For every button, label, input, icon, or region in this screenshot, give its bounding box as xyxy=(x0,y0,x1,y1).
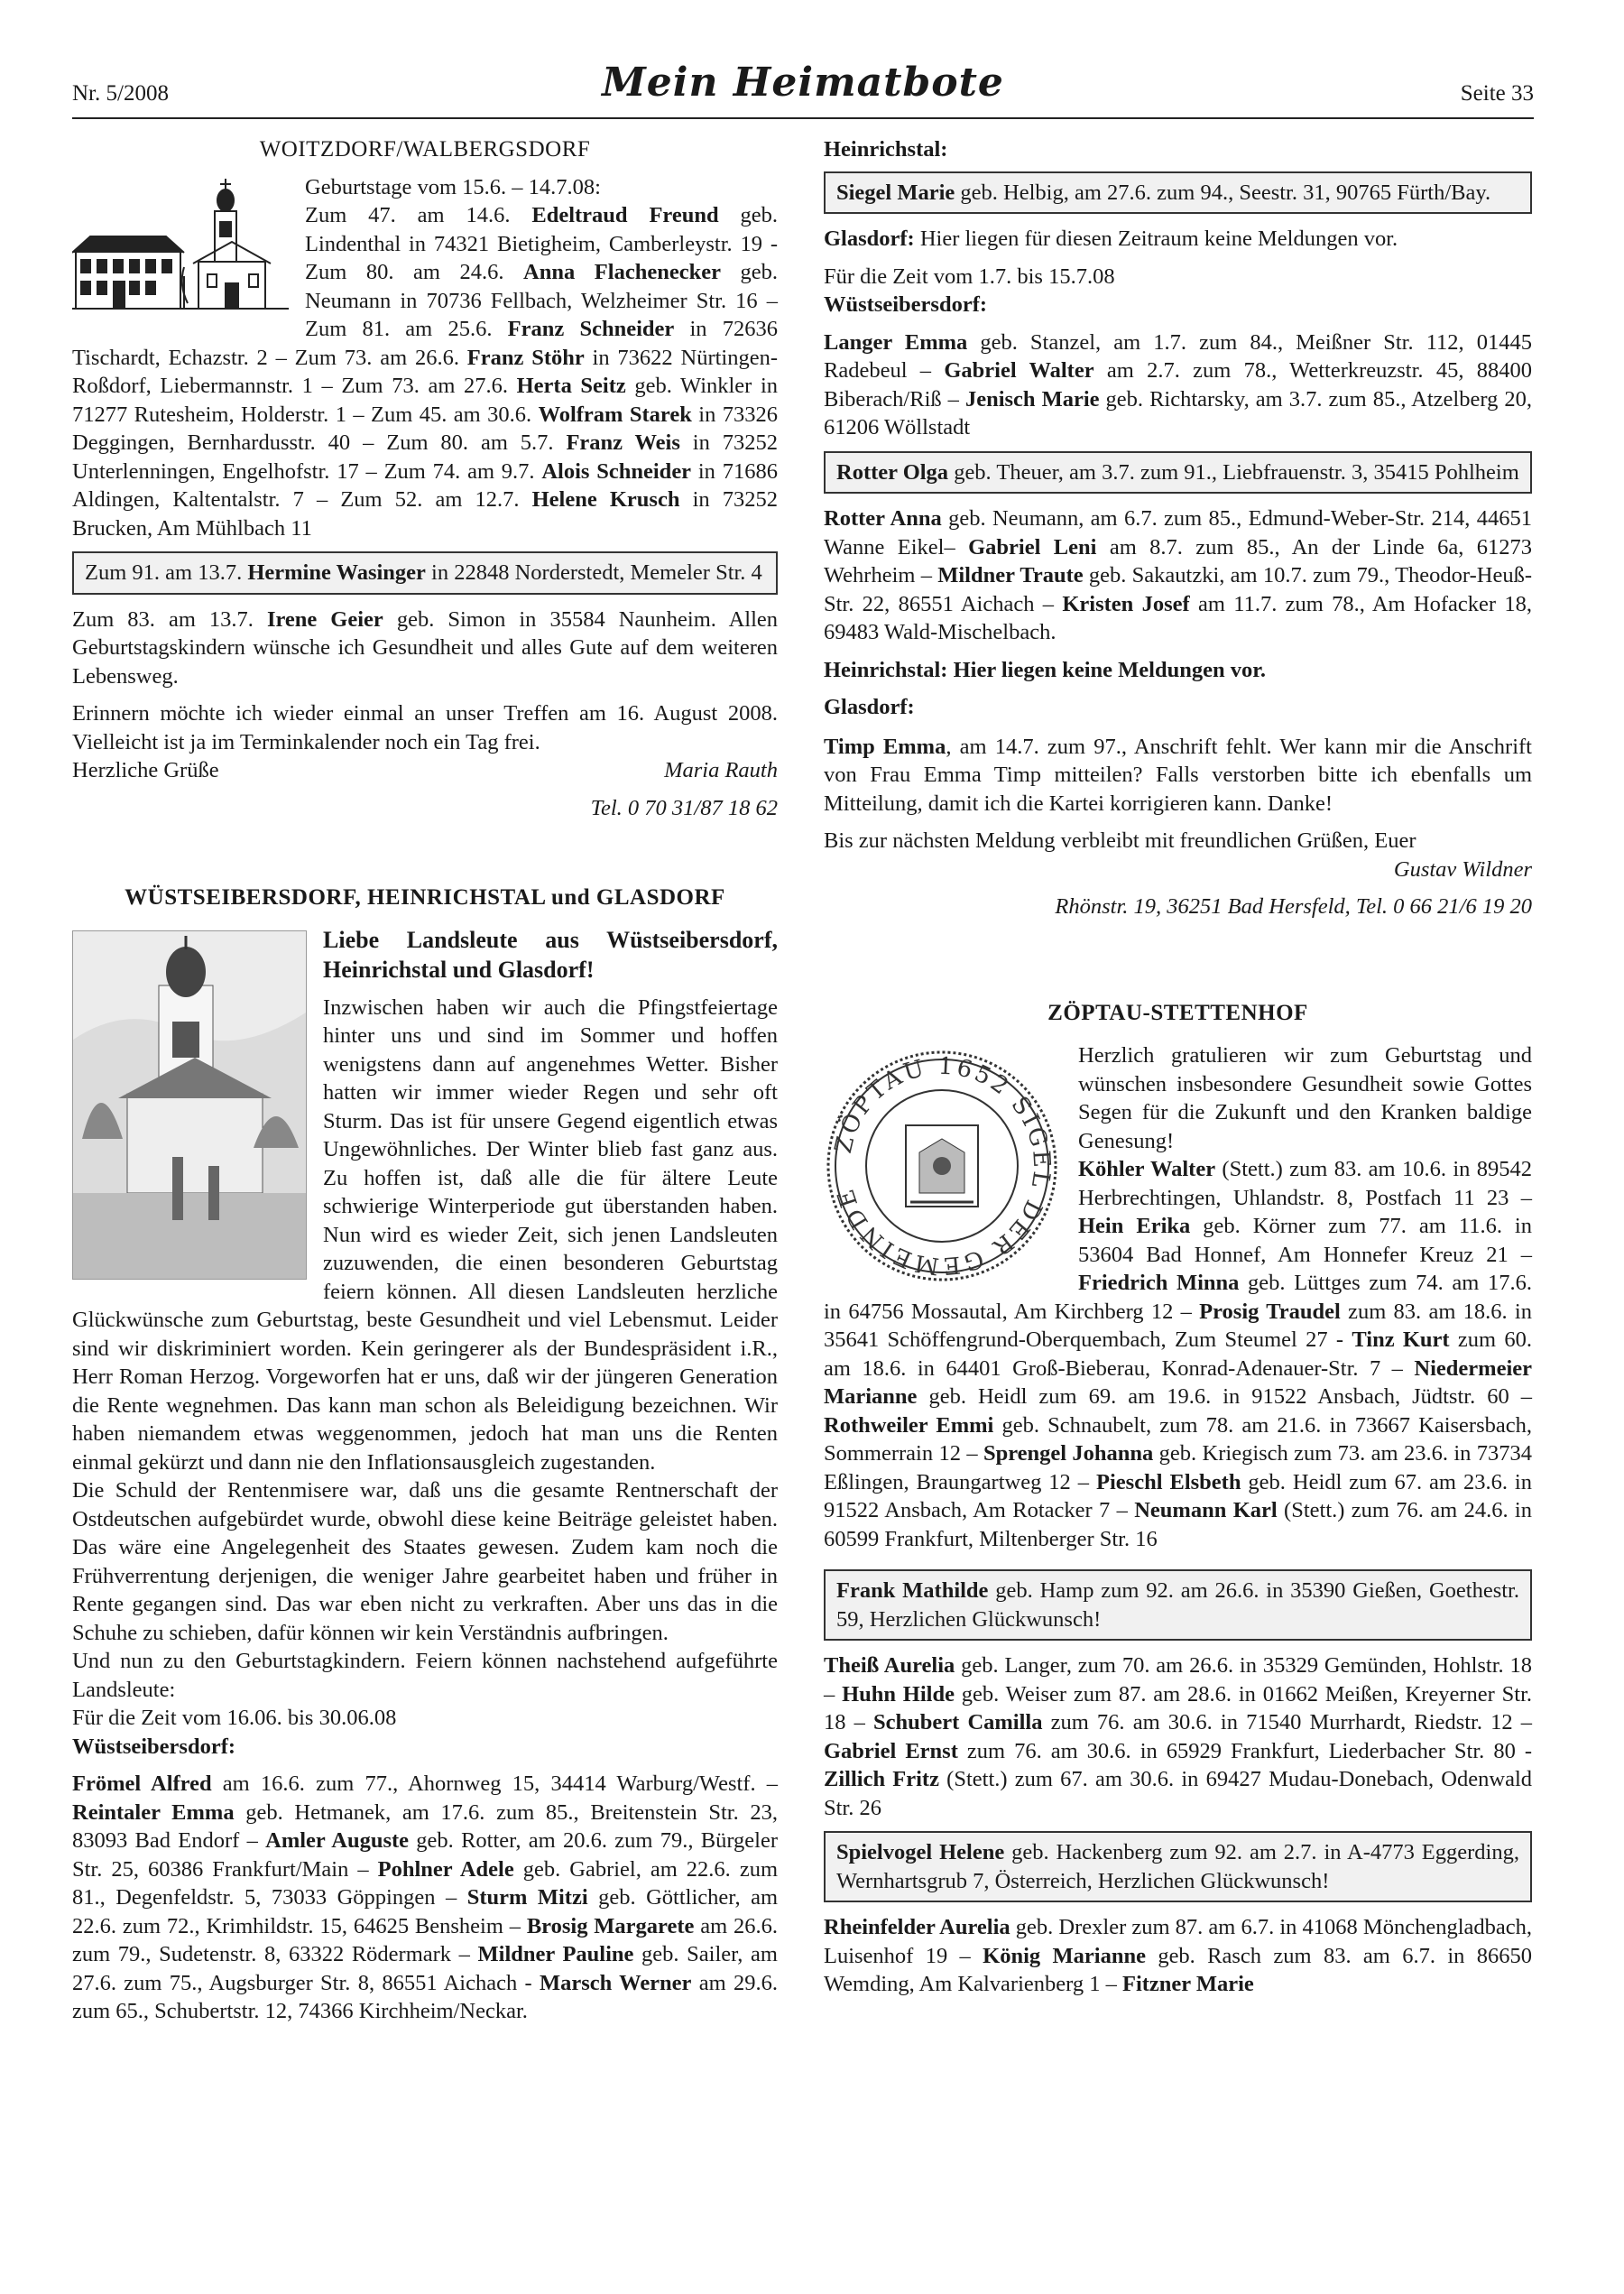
person-name: Pohlner Adele xyxy=(377,1856,514,1882)
body-text: Zum 47. am 14.6. xyxy=(305,203,532,227)
person-name: Franz Stöhr xyxy=(466,345,585,370)
timp-notice xyxy=(824,733,1532,819)
heinrichstal-note: Heinrichstal: Hier liegen keine Meldungen vor. xyxy=(824,657,1266,682)
body-text: geb. Lindenthal in 74321 Bietigheim, Camberleystr. 19 - Zum 80. am 24.6. xyxy=(305,203,778,284)
body-text: in 73326 Deggingen, Bernhardusstr. 40 – Zum 80. am 5.7. xyxy=(72,402,778,455)
person-name: Amler Auguste xyxy=(265,1828,410,1853)
person-name: Edeltraud Freund xyxy=(531,203,719,227)
person-name: Niedermeier Marianne xyxy=(824,1355,1532,1409)
body-text: geb. Neumann in 70736 Fellbach, Welzheimer Str. 16 – Zum 81. am 25.6. xyxy=(305,260,779,341)
person-name: Jenisch Marie xyxy=(964,386,1100,412)
person-name: Frömel Alfred xyxy=(72,1771,212,1796)
body-text: geb. Heidl zum 67. am 23.6. in 91522 Ansbach, Am Rotacker 7 – xyxy=(824,1469,1532,1522)
person-name: Irene Geier xyxy=(266,606,383,632)
body-text: geb. Sailer, am 27.6. zum 75., Augsburger Str. 8, 86551 Aichach - xyxy=(72,1942,778,1995)
woitzdorf-meeting: Erinnern möchte ich wieder einmal an unser Treffen am 16. August 2008. Vielleicht ist ja im Terminkalender noch ein Tag frei. xyxy=(72,701,778,754)
subhead-wuestseibersdorf-2: Wüstseibersdorf: xyxy=(824,292,988,317)
issue-number: Nr. 5/2008 xyxy=(72,81,169,106)
body-text: geb. Göttlicher, am 22.6. zum 72., Krimhildstr. 15, 64625 Bensheim – xyxy=(72,1885,779,1938)
person-name: Rheinfelder Aurelia xyxy=(824,1915,1010,1939)
body-text: geb. Hackenberg zum 92. am 2.7. in A-4773 Eggerding, Wernhartsgrub 7, Österreich, Herzlichen Glückwunsch! xyxy=(836,1840,1519,1893)
period-line-2: Für die Zeit vom 1.7. bis 15.7.08 xyxy=(824,264,1115,289)
subhead-wuestseibersdorf: Wüstseibersdorf: xyxy=(72,1734,236,1759)
person-name: Reintaler Emma xyxy=(72,1799,235,1825)
wuestseibersdorf-p2: Die Schuld der Rentenmisere war, daß uns die gesamte Rentnerschaft der Ostdeutschen aufgebürdet wurde, obwohl diese keine Beiträge geleistet haben. Das wäre eine Angelegenheit des Staates gewesen. Zudem kam noch die Frühverrentung derjenigen, die weniger Jahre gearbeitet haben und früher in Rente gegangen sind. Das war eben nicht zu verkraften. Aber uns das in die Schuhe zu schieben, dafür können wir kein Verständnis aufbringen. xyxy=(72,1478,778,1645)
seal-text: ZÖPTAU 1652 SIGEL DER GEMEINDE xyxy=(829,1052,1056,1280)
person-name: Gabriel Walter xyxy=(944,358,1094,383)
person-name: Theiß Aurelia xyxy=(824,1653,955,1678)
body-text: geb. Lüttges zum 74. am 17.6. in 64756 Mossautal, Am Kirchberg 12 – xyxy=(824,1271,1532,1324)
left-column xyxy=(72,135,778,2035)
body-text: in 73252 Unterlenningen, Engelhofstr. 17 – Zum 74. am 9.7. xyxy=(72,430,779,484)
body-text: geb. Simon in 35584 Naunheim. Allen Geburtstagskindern wünsche ich Gesundheit und alles Gute auf dem weiteren Lebensweg. xyxy=(72,606,778,689)
body-text: geb. Hetmanek, am 17.6. zum 85., Breitenstein Str. 23, 83093 Bad Endorf – xyxy=(72,1799,778,1853)
person-name: Friedrich Minna xyxy=(1078,1271,1240,1295)
woitzdorf-greetings xyxy=(72,606,778,691)
body-text: geb. Gabriel, am 22.6. zum 81., Degenfeldstr. 5, 73033 Göppingen – xyxy=(72,1856,778,1910)
author-wildner: Gustav Wildner xyxy=(1393,856,1532,882)
person-name: Hermine Wasinger xyxy=(247,560,426,585)
person-name: Spielvogel Helene xyxy=(836,1840,1005,1864)
person-name: Kristen Josef xyxy=(1062,591,1190,616)
author-address: Rhönstr. 19, 36251 Bad Hersfeld, Tel. 0 66 21/6 19 20 xyxy=(1055,894,1532,919)
body-text: zum 60. am 18.6. in 64401 Groß-Bieberau, Konrad-Adenauer-Str. 7 – xyxy=(824,1327,1533,1381)
body-text: geb. Weiser zum 87. am 28.6. in 01662 Meißen, Kreyerner Str. 18 – xyxy=(824,1681,1533,1734)
body-text: geb. Hamp zum 92. am 26.6. in 35390 Gießen, Goethestr. 59, Herzlichen Glückwunsch! xyxy=(836,1578,1519,1632)
body-text: in 73622 Nürtingen-Roßdorf, Liebermannstr. 1 – Zum 73. am 27.6. xyxy=(72,345,778,398)
body-text: zum 83. am 18.6. in 35641 Schöffengrund-Oberquembach, Zum Steumel 27 - xyxy=(824,1299,1532,1352)
person-name: Tinz Kurt xyxy=(1352,1327,1450,1352)
body-text: zum 76. am 30.6. in 71540 Murrhardt, Riedstr. 12 – xyxy=(1042,1710,1532,1734)
person-name: Mildner Traute xyxy=(937,563,1084,587)
person-name: Köhler Walter xyxy=(1078,1157,1216,1181)
person-name: Helene Krusch xyxy=(531,487,680,512)
body-text: in 73252 Brucken, Am Mühlbach 11 xyxy=(72,487,778,541)
page-number: Seite 33 xyxy=(1460,81,1534,106)
intro-text: Geburtstage vom 15.6. – 14.7.08: xyxy=(305,174,601,199)
body-text: (Stett.) zum 83. am 10.6. in 89542 Herbrechtingen, Uhlandstr. 8, Postfach 11 23 – xyxy=(1078,1157,1532,1210)
author-phone: Tel. 0 70 31/87 18 62 xyxy=(590,795,778,820)
highlight-box-wasinger xyxy=(72,551,778,595)
body-text: geb. Rotter, am 20.6. zum 79., Bürgeler Str. 25, 60386 Frankfurt/Main – xyxy=(72,1828,779,1882)
person-name: Sprengel Johanna xyxy=(983,1441,1154,1466)
municipal-seal-icon xyxy=(820,1049,1064,1283)
highlight-box-frank xyxy=(824,1569,1532,1641)
person-name: Siegel Marie xyxy=(836,180,955,205)
body-text: geb. Sakautzki, am 10.7. zum 79., Theodor-Heuß-Str. 22, 86551 Aichach – xyxy=(824,563,1532,616)
person-name: Rotter Anna xyxy=(824,506,942,531)
body-text: Hier liegen für diesen Zeitraum keine Meldungen vor. xyxy=(914,227,1398,251)
body-text: geb. Rasch zum 83. am 6.7. in 86650 Wemding, Am Kalvarienberg 1 – xyxy=(824,1943,1532,1996)
wuestseibersdorf-list xyxy=(72,1770,778,2026)
section-title-wuestseibersdorf: WÜSTSEIBERSDORF, HEINRICHSTAL und GLASDORF xyxy=(125,885,725,910)
highlight-box-spielvogel xyxy=(824,1831,1532,1902)
body-text: geb. Langer, zum 70. am 26.6. in 35329 Gemünden, Hohlstr. 18 – xyxy=(824,1653,1532,1707)
body-text: Zum 83. am 13.7. xyxy=(72,606,267,632)
body-text: geb. Helbig, am 27.6. zum 94., Seestr. 31, 90765 Fürth/Bay. xyxy=(955,180,1491,205)
closing-line: Bis zur nächsten Meldung verbleibt mit freundlichen Grüßen, Euer xyxy=(824,828,1416,853)
person-name: Brosig Margarete xyxy=(526,1913,695,1938)
body-text: am 11.7. zum 78., Am Hofacker 18, 69483 Wald-Mischelbach. xyxy=(824,591,1532,644)
body-text: geb. Theuer, am 3.7. zum 91., Liebfrauenstr. 3, 35415 Pohlheim xyxy=(948,459,1519,485)
body-text: am 29.6. zum 65., Schubertstr. 12, 74366 Kirchheim/Neckar. xyxy=(72,1970,778,2023)
wuestseibersdorf-p3: Und nun zu den Geburtstagkindern. Feiern können nachstehend aufgeführte Landsleute: xyxy=(72,1649,778,1702)
person-name: Wolfram Starek xyxy=(538,402,692,427)
person-name: Rothweiler Emmi xyxy=(824,1412,994,1438)
body-text: zum 76. am 30.6. in 65929 Frankfurt, Liederbacher Str. 80 - xyxy=(957,1738,1532,1763)
page-header xyxy=(72,54,1534,119)
person-name: Prosig Traudel xyxy=(1199,1299,1341,1324)
body-text: geb. Winkler in 71277 Rutesheim, Holderstr. 1 – Zum 45. am 30.6. xyxy=(72,374,779,427)
body-text: geb. Stanzel, am 1.7. zum 84., Meißner Str. 112, 01445 Radebeul – xyxy=(824,329,1532,383)
person-name: Huhn Hilde xyxy=(842,1681,955,1707)
period-line: Für die Zeit vom 16.06. bis 30.06.08 xyxy=(72,1706,397,1730)
body-text: (Stett.) zum 76. am 24.6. in 60599 Frankfurt, Miltenberger Str. 16 xyxy=(824,1498,1532,1551)
subhead-heinrichstal: Heinrichstal: xyxy=(824,137,948,162)
person-name: Herta Seitz xyxy=(516,374,626,398)
body-text: geb. Kriegisch zum 73. am 23.6. in 73734 Eßlingen, Braungartweg 12 – xyxy=(824,1441,1532,1494)
person-name: Zillich Fritz xyxy=(824,1767,939,1791)
person-name: Marsch Werner xyxy=(540,1970,692,1995)
body-text: geb. Neumann, am 6.7. zum 85., Edmund-Weber-Str. 214, 44651 Wanne Eikel– xyxy=(824,506,1532,560)
body-text: in 72636 Tischardt, Echazstr. 2 – Zum 73. am 26.6. xyxy=(72,317,778,370)
author-name: Maria Rauth xyxy=(664,758,778,782)
person-name: Neumann Karl xyxy=(1134,1498,1278,1522)
body-text: am 8.7. zum 85., An der Linde 6a, 61273 Wehrheim – xyxy=(824,534,1532,587)
person-name: Frank Mathilde xyxy=(836,1578,989,1603)
signature-row xyxy=(72,756,778,785)
wuestseibersdorf-list-3 xyxy=(824,504,1532,647)
section-title-zoeptau: ZÖPTAU-STETTENHOF xyxy=(1047,1000,1308,1025)
person-name: Schubert Camilla xyxy=(873,1710,1043,1734)
body-text: in 22848 Norderstedt, Memeler Str. 4 xyxy=(425,560,762,585)
wuestseibersdorf-lead: Liebe Landsleute aus Wüstseibersdorf, Heinrichstal und Glasdorf! xyxy=(323,926,778,983)
body-text: geb. Richtarsky, am 3.7. zum 85., Atzelberg 20, 61206 Wöllstadt xyxy=(824,386,1532,439)
person-name: Hein Erika xyxy=(1078,1214,1191,1238)
person-name: Franz Schneider xyxy=(507,317,675,341)
person-name: Glasdorf: xyxy=(824,227,915,251)
zoeptau-list-3 xyxy=(824,1913,1532,1999)
zoeptau-list-2 xyxy=(824,1651,1532,1822)
church-photo-image xyxy=(72,930,307,1280)
person-name: Mildner Pauline xyxy=(477,1942,634,1966)
person-name: Timp Emma xyxy=(824,734,946,759)
church-drawing-icon xyxy=(72,177,289,312)
body-text: (Stett.) zum 67. am 30.6. in 69427 Mudau-Donebach, Odenwald Str. 26 xyxy=(824,1767,1533,1820)
person-name: König Marianne xyxy=(983,1943,1146,1968)
body-text: am 16.6. zum 77., Ahornweg 15, 34414 Warburg/Westf. – xyxy=(211,1771,778,1796)
person-name: Anna Flachenecker xyxy=(523,260,721,284)
wuestseibersdorf-p1: Inzwischen haben wir auch die Pfingstfeiertage hinter uns und sind im Sommer und hoffen wenigstens dann auf angenehmes Wetter. Bisher hatten wir immer wieder Regen und sehr oft Sturm. Das ist für unsere Gegend eigentlich etwas Ungewöhnliches. Der Winter blieb fast ganz aus. Zu hoffen ist, daß alle die für ältere Leute schwierige Winterperiode gut überstanden haben. Nun wird es wieder Zeit, sich jenen Landsleuten zuzuwenden, die einen besonderen Geburtstag feiern können. All diesen Landsleuten herzliche Glückwünsche zum Geburtstag, beste Gesundheit und viel Lebensmut. Leider sind wir diskriminiert worden. Kein geringerer als der Bundespräsident i.R., Herr Roman Herzog. Vorgeworfen hat er uns, daß wir der jüngeren Generation die Rente wegnehmen. Das kann man schon als Beleidigung bezeichnen. Wir haben niemandem etwas weggenommen, jedoch hat man uns die Renten einmal gekürzt und dann nie den Inflationsausgleich zugestanden. xyxy=(72,994,778,1475)
body-text: am 26.6. zum 79., Sudetenstr. 8, 63322 Rödermark – xyxy=(72,1913,778,1966)
person-name: Sturm Mitzi xyxy=(466,1885,588,1910)
right-column xyxy=(824,135,1532,2008)
body-text: am 2.7. zum 78., Wetterkreuzstr. 45, 88400 Biberach/Riß – xyxy=(824,358,1532,412)
zoeptau-intro: Herzlich gratulieren wir zum Geburtstag und wünschen insbesondere Gesundheit sowie Gottes Segen für die Zukunft und den Kranken baldige Genesung! xyxy=(1078,1043,1532,1153)
person-name: Gabriel Leni xyxy=(968,534,1097,560)
highlight-box-siegel xyxy=(824,171,1532,215)
masthead-logo: Mein Heimatbote xyxy=(602,60,1004,106)
glasdorf-line xyxy=(824,225,1532,254)
subhead-glasdorf: Glasdorf: xyxy=(824,695,915,719)
body-text: geb. Körner zum 77. am 11.6. in 53604 Bad Honnef, Am Honnefer Kreuz 21 – xyxy=(1078,1214,1532,1267)
person-name: Alois Schneider xyxy=(541,458,692,484)
wuestseibersdorf-list-2 xyxy=(824,328,1532,442)
section-title-woitzdorf: WOITZDORF/WALBERGSDORF xyxy=(259,137,591,162)
body-text: , am 14.7. zum 97., Anschrift fehlt. Wer kann mir die Anschrift von Frau Emma Timp mitteilen? Falls verstorben bitte ich ebenfalls um Mitteilung, damit ich die Kartei korrigieren kann. Danke! xyxy=(824,734,1532,816)
greeting-text: Herzliche Grüße xyxy=(72,758,219,782)
person-name: Langer Emma xyxy=(824,329,968,355)
highlight-box-rotter xyxy=(824,451,1532,495)
body-text: in 71686 Aldingen, Kaltentalstr. 7 – Zum 52. am 12.7. xyxy=(72,458,778,512)
body-text: geb. Schnaubelt, zum 78. am 21.6. in 73667 Kaisersbach, Sommerrain 12 – xyxy=(824,1412,1532,1466)
person-name: Franz Weis xyxy=(566,430,680,455)
body-text: Zum 91. am 13.7. xyxy=(85,560,248,585)
person-name: Rotter Olga xyxy=(836,459,949,485)
person-name: Gabriel Ernst xyxy=(824,1738,958,1763)
body-text: geb. Drexler zum 87. am 6.7. in 41068 Mönchengladbach, Luisenhof 19 – xyxy=(824,1915,1532,1968)
person-name: Pieschl Elsbeth xyxy=(1096,1469,1241,1494)
person-name: Fitzner Marie xyxy=(1121,1972,1254,1996)
body-text: geb. Heidl zum 69. am 19.6. in 91522 Ansbach, Jüdtstr. 60 – xyxy=(917,1384,1532,1409)
